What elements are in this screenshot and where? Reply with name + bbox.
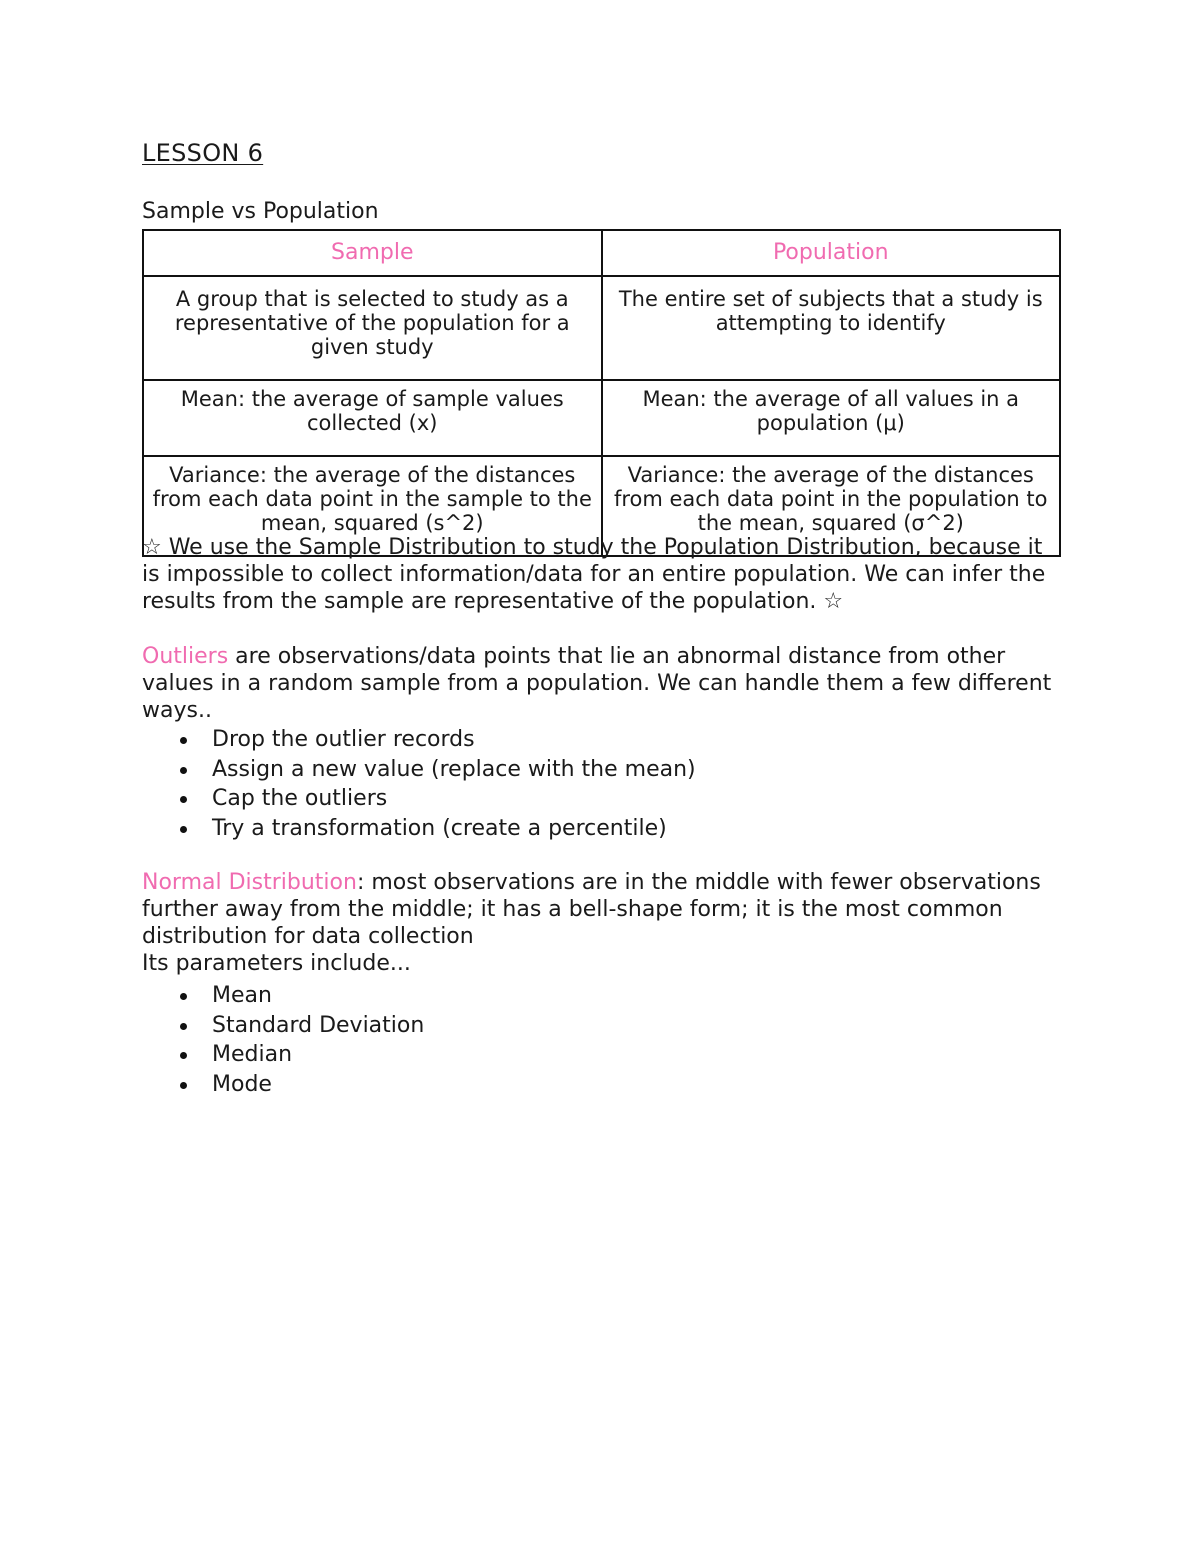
section-subtitle: Sample vs Population	[142, 199, 379, 224]
bullet-icon	[180, 1082, 187, 1089]
table-header-sample: Sample	[143, 230, 602, 276]
normal-distribution-description: : most observations are in the middle with fewer observations further away from the middle; it has a bell-shape form; it is the most common distribution for data collection	[142, 870, 1041, 949]
bullet-icon	[180, 1023, 187, 1030]
table-cell-population-mean: Mean: the average of all values in a population (μ)	[602, 380, 1061, 456]
bullet-icon	[180, 1052, 187, 1059]
parameters-intro: Its parameters include...	[142, 951, 411, 976]
table-cell-sample-definition: A group that is selected to study as a representative of the population for a given study	[143, 276, 602, 380]
outliers-description: are observations/data points that lie an abnormal distance from other values in a random sample from a population. We can handle them a few different ways..	[142, 644, 1052, 723]
list-item: Mean	[142, 981, 424, 1011]
outlier-handling-list	[142, 725, 696, 843]
outliers-paragraph	[142, 643, 1062, 724]
list-item: Standard Deviation	[142, 1011, 424, 1041]
table-cell-sample-mean: Mean: the average of sample values collected (x)	[143, 380, 602, 456]
bullet-icon	[180, 796, 187, 803]
table-cell-population-variance: Variance: the average of the distances from each data point in the population to the mean, squared (σ^2)	[602, 456, 1061, 556]
list-item: Assign a new value (replace with the mean)	[142, 755, 696, 785]
bullet-icon	[180, 826, 187, 833]
table-row	[143, 276, 1060, 380]
outliers-term: Outliers	[142, 644, 229, 669]
normal-distribution-term: Normal Distribution	[142, 870, 357, 895]
table-cell-sample-variance: Variance: the average of the distances from each data point in the sample to the mean, squared (s^2)	[143, 456, 602, 556]
page-title: LESSON 6	[142, 139, 264, 167]
list-item: Drop the outlier records	[142, 725, 696, 755]
table-header-population: Population	[602, 230, 1061, 276]
list-item: Try a transformation (create a percentile)	[142, 814, 696, 844]
comparison-table	[142, 229, 1061, 557]
normal-distribution-paragraph	[142, 869, 1062, 977]
list-item: Mode	[142, 1070, 424, 1100]
parameters-list	[142, 981, 424, 1099]
inference-note: ☆ We use the Sample Distribution to study the Population Distribution, because it is impossible to collect information/data for an entire population. We can infer the results from the sample are representative of the population. ☆	[142, 535, 1046, 614]
table-header-row	[143, 230, 1060, 276]
table-cell-population-definition: The entire set of subjects that a study is attempting to identify	[602, 276, 1061, 380]
bullet-icon	[180, 737, 187, 744]
bullet-icon	[180, 993, 187, 1000]
table-row	[143, 380, 1060, 456]
list-item: Cap the outliers	[142, 784, 696, 814]
bullet-icon	[180, 767, 187, 774]
list-item: Median	[142, 1040, 424, 1070]
